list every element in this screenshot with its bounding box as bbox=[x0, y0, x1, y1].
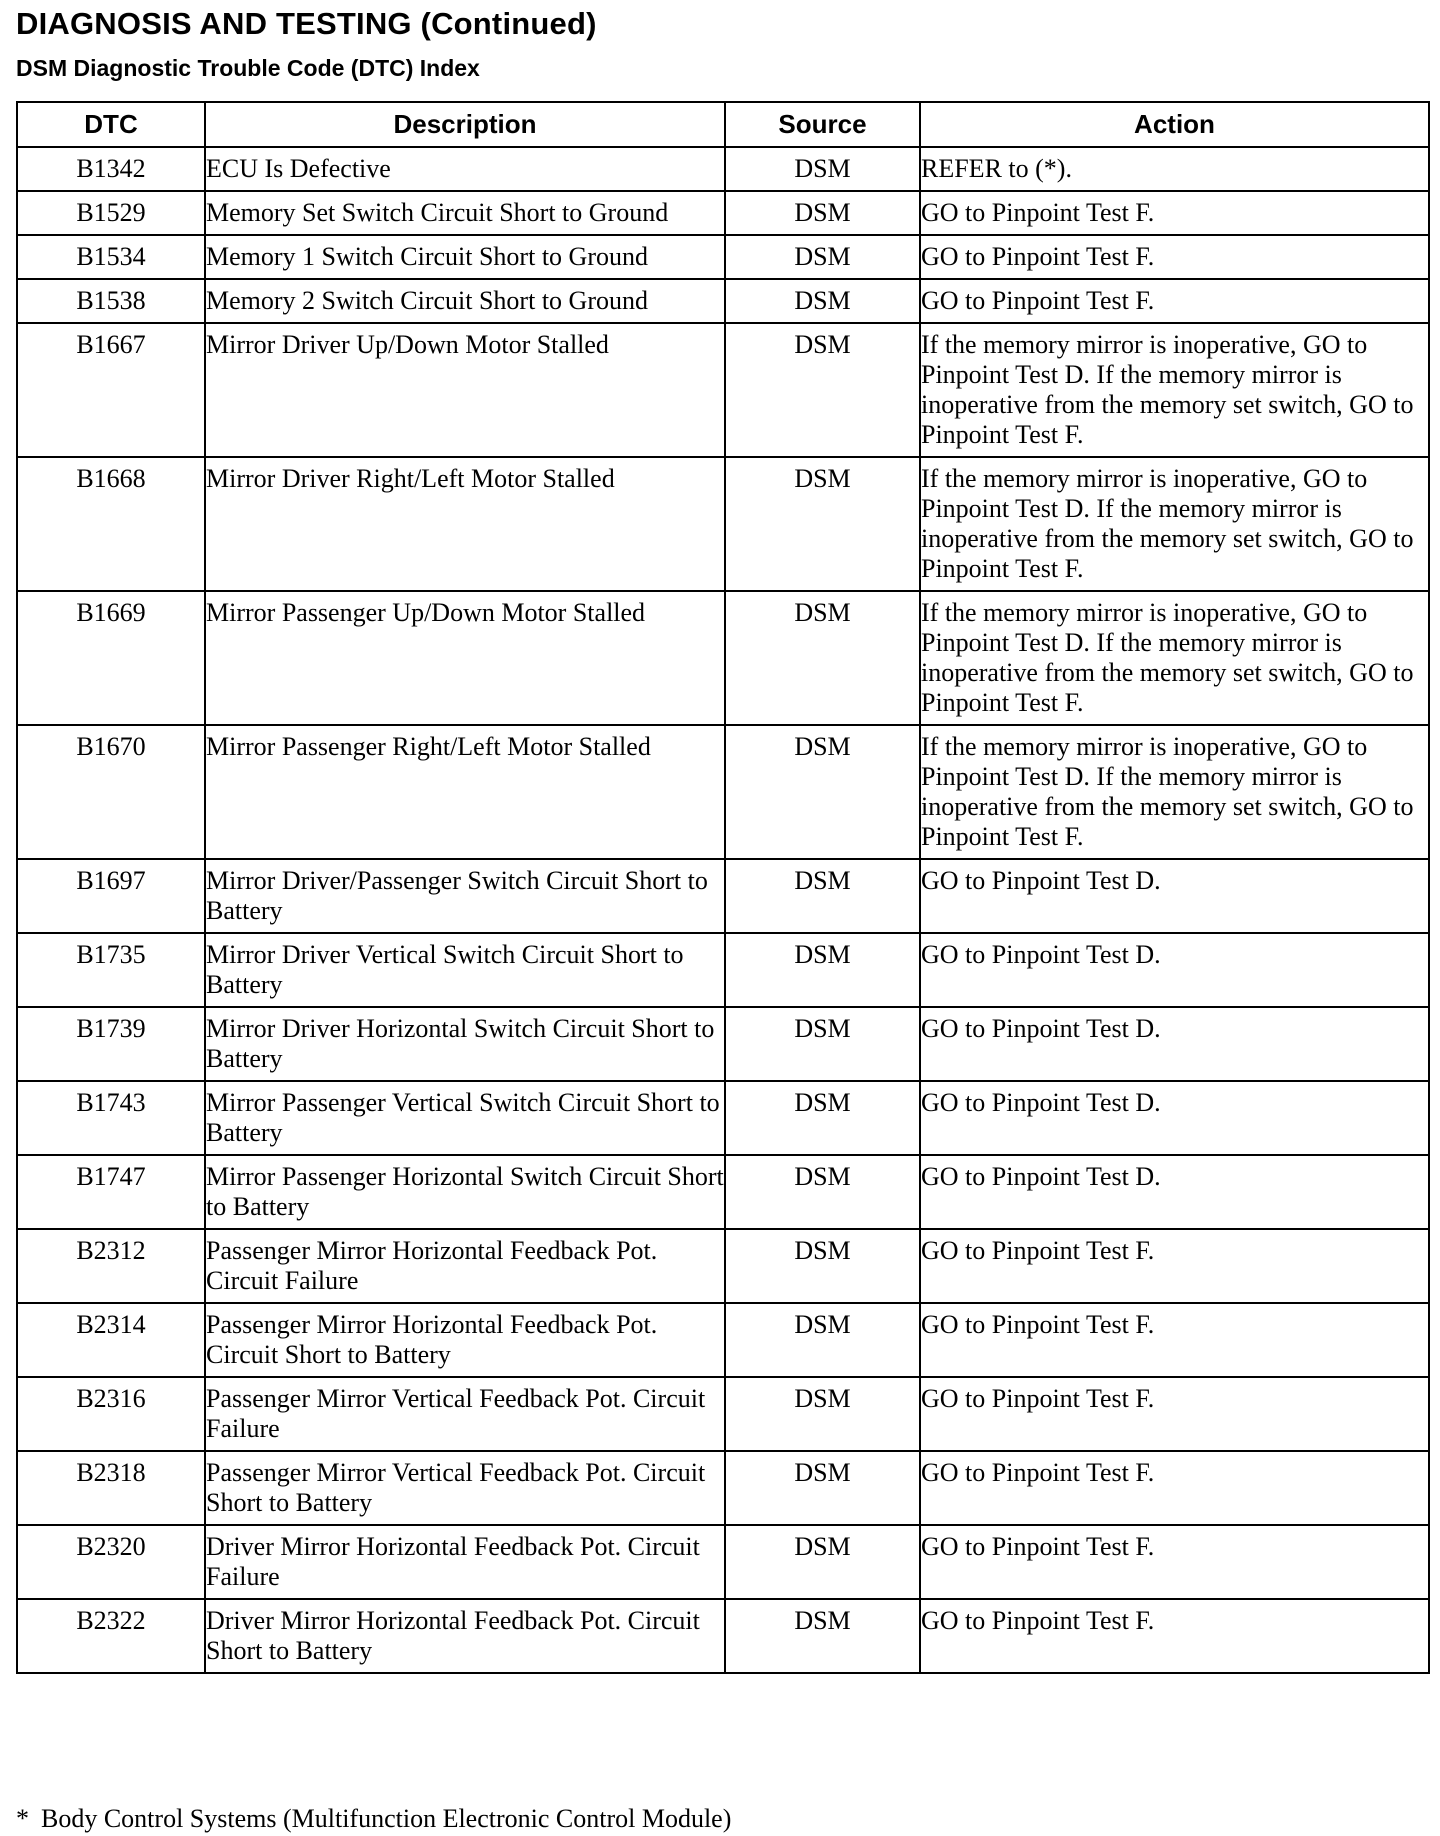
dtc-source: DSM bbox=[725, 1377, 920, 1451]
dtc-source: DSM bbox=[725, 1451, 920, 1525]
dtc-source: DSM bbox=[725, 933, 920, 1007]
dtc-action: GO to Pinpoint Test F. bbox=[920, 1451, 1429, 1525]
column-header-dtc: DTC bbox=[17, 102, 205, 147]
dtc-action: GO to Pinpoint Test D. bbox=[920, 1081, 1429, 1155]
dtc-code: B2322 bbox=[17, 1599, 205, 1673]
dtc-description: Passenger Mirror Vertical Feedback Pot. Circuit Failure bbox=[205, 1377, 725, 1451]
dtc-description: Passenger Mirror Vertical Feedback Pot. Circuit Short to Battery bbox=[205, 1451, 725, 1525]
dtc-action: GO to Pinpoint Test F. bbox=[920, 1229, 1429, 1303]
dtc-code: B2320 bbox=[17, 1525, 205, 1599]
table-row bbox=[17, 591, 1429, 725]
dtc-action: GO to Pinpoint Test F. bbox=[920, 235, 1429, 279]
dtc-source: DSM bbox=[725, 1229, 920, 1303]
dtc-source: DSM bbox=[725, 591, 920, 725]
dtc-description: Mirror Driver Vertical Switch Circuit Short to Battery bbox=[205, 933, 725, 1007]
dtc-description: Mirror Driver Horizontal Switch Circuit Short to Battery bbox=[205, 1007, 725, 1081]
dtc-code: B2312 bbox=[17, 1229, 205, 1303]
dtc-description: Mirror Passenger Right/Left Motor Stalled bbox=[205, 725, 725, 859]
dtc-source: DSM bbox=[725, 323, 920, 457]
dtc-source: DSM bbox=[725, 1303, 920, 1377]
dtc-description: Mirror Passenger Up/Down Motor Stalled bbox=[205, 591, 725, 725]
dtc-description: Passenger Mirror Horizontal Feedback Pot. Circuit Short to Battery bbox=[205, 1303, 725, 1377]
table-body bbox=[17, 147, 1429, 1673]
dtc-source: DSM bbox=[725, 147, 920, 191]
dtc-action: If the memory mirror is inoperative, GO to Pinpoint Test D. If the memory mirror is inoperative from the memory set switch, GO to Pinpoint Test F. bbox=[920, 591, 1429, 725]
dtc-description: Memory Set Switch Circuit Short to Ground bbox=[205, 191, 725, 235]
dtc-action: GO to Pinpoint Test D. bbox=[920, 859, 1429, 933]
dtc-code: B1529 bbox=[17, 191, 205, 235]
dtc-action: REFER to (*). bbox=[920, 147, 1429, 191]
dtc-source: DSM bbox=[725, 279, 920, 323]
dtc-description: Passenger Mirror Horizontal Feedback Pot. Circuit Failure bbox=[205, 1229, 725, 1303]
dtc-code: B2316 bbox=[17, 1377, 205, 1451]
dtc-code: B1668 bbox=[17, 457, 205, 591]
table-row bbox=[17, 1525, 1429, 1599]
dtc-code: B1735 bbox=[17, 933, 205, 1007]
table-row bbox=[17, 859, 1429, 933]
table-row bbox=[17, 1229, 1429, 1303]
dtc-code: B1538 bbox=[17, 279, 205, 323]
table-title: DSM Diagnostic Trouble Code (DTC) Index bbox=[16, 55, 480, 81]
table-row bbox=[17, 235, 1429, 279]
dtc-code: B1667 bbox=[17, 323, 205, 457]
dtc-action: If the memory mirror is inoperative, GO to Pinpoint Test D. If the memory mirror is inoperative from the memory set switch, GO to Pinpoint Test F. bbox=[920, 323, 1429, 457]
dtc-source: DSM bbox=[725, 1599, 920, 1673]
table-row bbox=[17, 279, 1429, 323]
dtc-description: Memory 2 Switch Circuit Short to Ground bbox=[205, 279, 725, 323]
table-row bbox=[17, 933, 1429, 1007]
table-row bbox=[17, 1451, 1429, 1525]
dtc-code: B1342 bbox=[17, 147, 205, 191]
table-row bbox=[17, 1377, 1429, 1451]
dtc-code: B1747 bbox=[17, 1155, 205, 1229]
dtc-source: DSM bbox=[725, 1525, 920, 1599]
dtc-description: Memory 1 Switch Circuit Short to Ground bbox=[205, 235, 725, 279]
dtc-action: GO to Pinpoint Test D. bbox=[920, 1155, 1429, 1229]
dtc-index-table bbox=[16, 101, 1430, 1674]
table-row bbox=[17, 457, 1429, 591]
dtc-description: Driver Mirror Horizontal Feedback Pot. Circuit Short to Battery bbox=[205, 1599, 725, 1673]
table-row bbox=[17, 1303, 1429, 1377]
dtc-source: DSM bbox=[725, 235, 920, 279]
dtc-code: B1534 bbox=[17, 235, 205, 279]
dtc-description: Mirror Driver/Passenger Switch Circuit Short to Battery bbox=[205, 859, 725, 933]
dtc-action: GO to Pinpoint Test F. bbox=[920, 1525, 1429, 1599]
dtc-action: GO to Pinpoint Test D. bbox=[920, 933, 1429, 1007]
dtc-action: If the memory mirror is inoperative, GO to Pinpoint Test D. If the memory mirror is inoperative from the memory set switch, GO to Pinpoint Test F. bbox=[920, 725, 1429, 859]
dtc-code: B1739 bbox=[17, 1007, 205, 1081]
footnote-marker: * bbox=[16, 1804, 29, 1833]
dtc-description: Mirror Driver Up/Down Motor Stalled bbox=[205, 323, 725, 457]
dtc-description: Mirror Driver Right/Left Motor Stalled bbox=[205, 457, 725, 591]
table-row bbox=[17, 1081, 1429, 1155]
dtc-source: DSM bbox=[725, 1081, 920, 1155]
column-header-action: Action bbox=[920, 102, 1429, 147]
dtc-source: DSM bbox=[725, 725, 920, 859]
table-row bbox=[17, 1599, 1429, 1673]
table-row bbox=[17, 1155, 1429, 1229]
dtc-source: DSM bbox=[725, 191, 920, 235]
table-row bbox=[17, 191, 1429, 235]
table-header-row bbox=[17, 102, 1429, 147]
dtc-code: B1669 bbox=[17, 591, 205, 725]
dtc-action: GO to Pinpoint Test F. bbox=[920, 279, 1429, 323]
dtc-code: B1743 bbox=[17, 1081, 205, 1155]
dtc-action: If the memory mirror is inoperative, GO to Pinpoint Test D. If the memory mirror is inoperative from the memory set switch, GO to Pinpoint Test F. bbox=[920, 457, 1429, 591]
dtc-action: GO to Pinpoint Test D. bbox=[920, 1007, 1429, 1081]
table-row bbox=[17, 323, 1429, 457]
dtc-source: DSM bbox=[725, 859, 920, 933]
dtc-description: ECU Is Defective bbox=[205, 147, 725, 191]
dtc-code: B2314 bbox=[17, 1303, 205, 1377]
dtc-code: B1670 bbox=[17, 725, 205, 859]
dtc-action: GO to Pinpoint Test F. bbox=[920, 1377, 1429, 1451]
page-title: DIAGNOSIS AND TESTING (Continued) bbox=[16, 6, 597, 41]
dtc-source: DSM bbox=[725, 1155, 920, 1229]
dtc-description: Mirror Passenger Horizontal Switch Circuit Short to Battery bbox=[205, 1155, 725, 1229]
dtc-code: B2318 bbox=[17, 1451, 205, 1525]
dtc-source: DSM bbox=[725, 1007, 920, 1081]
table-row bbox=[17, 725, 1429, 859]
dtc-description: Driver Mirror Horizontal Feedback Pot. Circuit Failure bbox=[205, 1525, 725, 1599]
column-header-description: Description bbox=[205, 102, 725, 147]
column-header-source: Source bbox=[725, 102, 920, 147]
dtc-action: GO to Pinpoint Test F. bbox=[920, 1303, 1429, 1377]
dtc-description: Mirror Passenger Vertical Switch Circuit Short to Battery bbox=[205, 1081, 725, 1155]
dtc-source: DSM bbox=[725, 457, 920, 591]
footnote bbox=[16, 1804, 731, 1834]
table-row bbox=[17, 1007, 1429, 1081]
dtc-action: GO to Pinpoint Test F. bbox=[920, 191, 1429, 235]
footnote-text: Body Control Systems (Multifunction Electronic Control Module) bbox=[41, 1804, 732, 1833]
dtc-code: B1697 bbox=[17, 859, 205, 933]
table-row bbox=[17, 147, 1429, 191]
dtc-action: GO to Pinpoint Test F. bbox=[920, 1599, 1429, 1673]
